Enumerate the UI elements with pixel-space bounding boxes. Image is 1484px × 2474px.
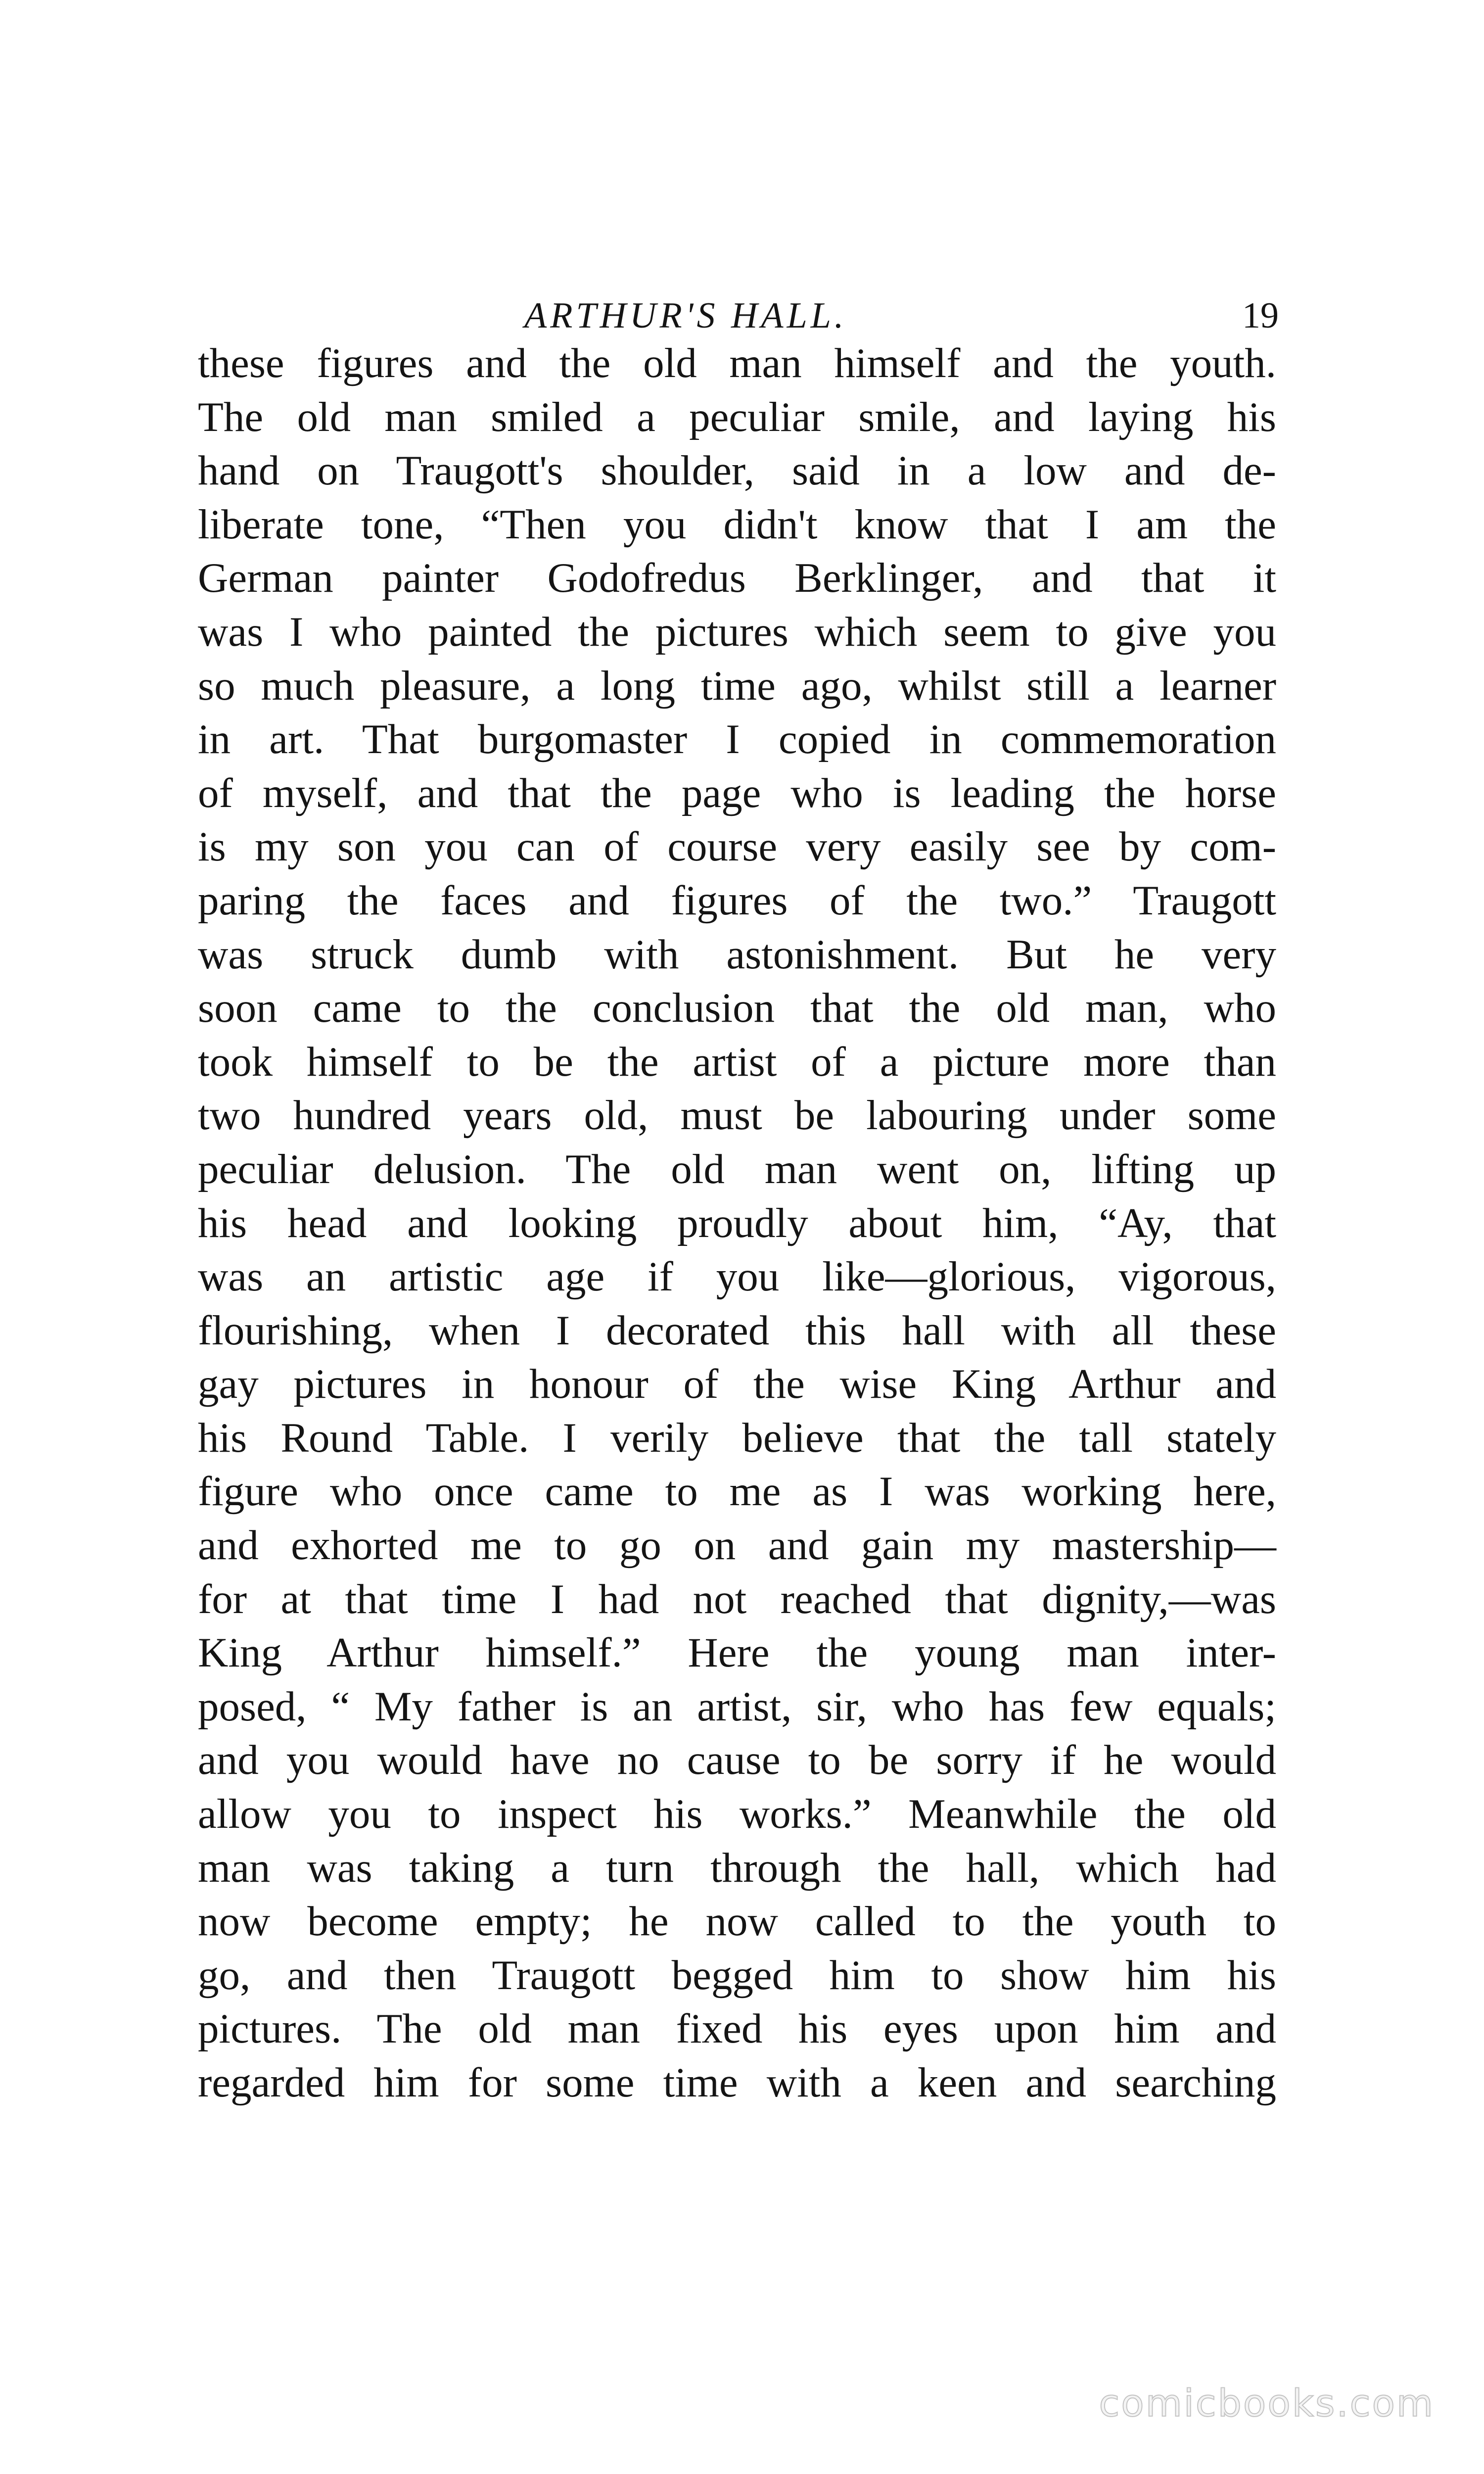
text-line: and exhorted me to go on and gain my mastership— bbox=[198, 1522, 1276, 1569]
text-line: of myself, and that the page who is leading the horse bbox=[198, 769, 1276, 816]
text-line: in art. That burgomaster I copied in commemoration bbox=[198, 716, 1276, 763]
text-line: man was taking a turn through the hall, which had bbox=[198, 1844, 1276, 1891]
text-line: was struck dumb with astonishment. But he very bbox=[198, 931, 1276, 978]
text-line: hand on Traugott's shoulder, said in a low and de- bbox=[198, 447, 1276, 494]
text-line: took himself to be the artist of a picture more than bbox=[198, 1038, 1276, 1085]
text-line: and you would have no cause to be sorry if he would bbox=[198, 1737, 1276, 1784]
running-title: ARTHUR'S HALL. bbox=[524, 295, 847, 336]
text-line: paring the faces and figures of the two.” Traugott bbox=[198, 877, 1276, 924]
text-line: go, and then Traugott begged him to show him his bbox=[198, 1951, 1276, 1998]
text-line: his Round Table. I verily believe that the tall stately bbox=[198, 1414, 1276, 1461]
text-line: pictures. The old man fixed his eyes upon him and bbox=[198, 2005, 1276, 2052]
watermark-logo: comicbooks.com bbox=[1099, 2381, 1435, 2425]
text-line: two hundred years old, must be labouring under some bbox=[198, 1092, 1276, 1139]
text-line: these figures and the old man himself and the youth. bbox=[198, 340, 1276, 386]
text-line: flourishing, when I decorated this hall with all these bbox=[198, 1307, 1276, 1354]
text-line: his head and looking proudly about him, “Ay, that bbox=[198, 1199, 1276, 1246]
text-line: was an artistic age if you like—glorious, vigorous, bbox=[198, 1253, 1276, 1300]
text-line: was I who painted the pictures which seem to give you bbox=[198, 608, 1276, 655]
text-line: figure who once came to me as I was working here, bbox=[198, 1468, 1276, 1515]
page-number: 19 bbox=[1242, 295, 1279, 336]
text-line: King Arthur himself.” Here the young man inter- bbox=[198, 1629, 1276, 1676]
text-line: peculiar delusion. The old man went on, lifting up bbox=[198, 1145, 1276, 1192]
text-line: gay pictures in honour of the wise King Arthur and bbox=[198, 1361, 1276, 1408]
text-line: for at that time I had not reached that dignity,—was bbox=[198, 1575, 1276, 1622]
text-line: liberate tone, “Then you didn't know that I am the bbox=[198, 501, 1276, 548]
text-line: German painter Godofredus Berklinger, and that it bbox=[198, 555, 1276, 602]
text-line: allow you to inspect his works.” Meanwhile the old bbox=[198, 1791, 1276, 1838]
text-line: so much pleasure, a long time ago, whilst still a learner bbox=[198, 662, 1276, 709]
text-line: is my son you can of course very easily see by com- bbox=[198, 823, 1276, 870]
text-line: soon came to the conclusion that the old man, who bbox=[198, 985, 1276, 1032]
text-line: posed, “ My father is an artist, sir, who has few equals; bbox=[198, 1683, 1276, 1730]
text-line: regarded him for some time with a keen and searching bbox=[198, 2059, 1276, 2106]
body-text bbox=[198, 336, 1276, 2110]
text-line: now become empty; he now called to the youth to bbox=[198, 1898, 1276, 1945]
text-line: The old man smiled a peculiar smile, and laying his bbox=[198, 393, 1276, 440]
